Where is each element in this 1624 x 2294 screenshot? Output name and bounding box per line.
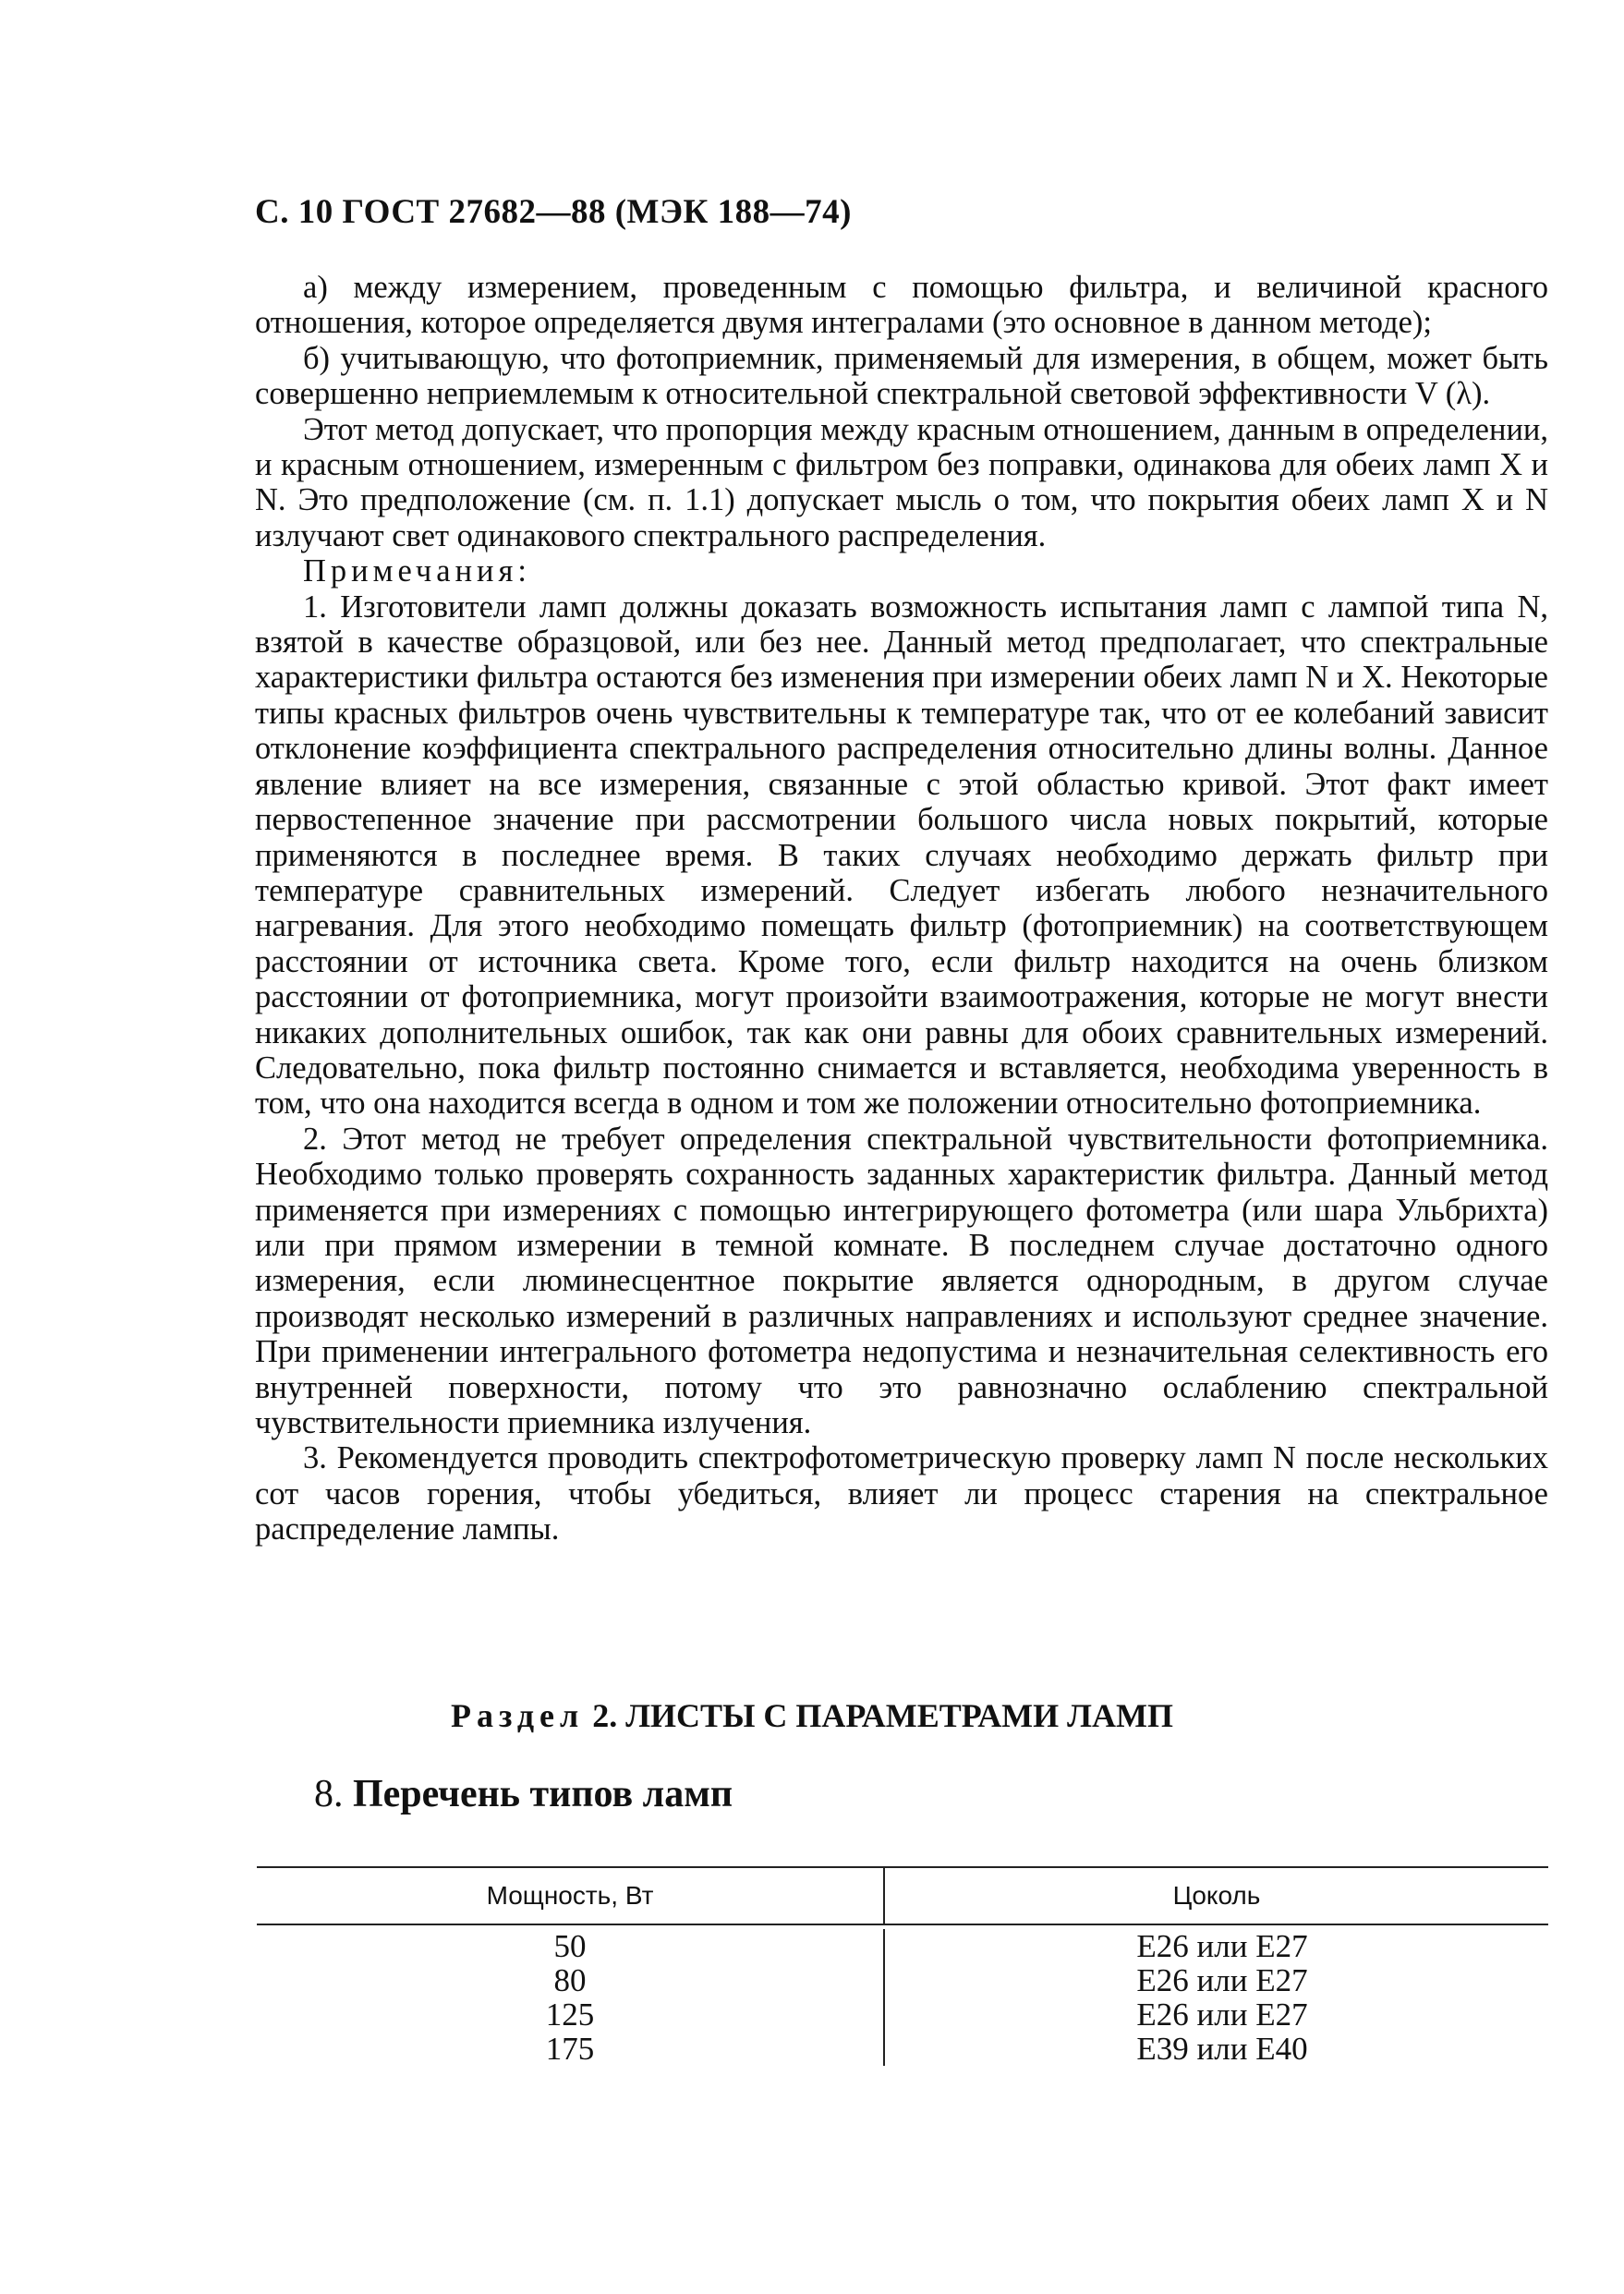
note-3: 3. Рекомендуется проводить спектрофотометрическую проверку ламп N после нескольких сот часов горения, чтобы убедиться, влияет ли процесс старения на спектральное распределение лампы.: [255, 1440, 1548, 1548]
cell-power: 80: [553, 1962, 587, 1998]
column-header-base: Цоколь: [883, 1868, 1548, 1924]
table-row: [257, 1929, 1548, 1963]
cell-base: E26 или E27: [883, 1929, 1548, 1963]
cell-power: 175: [545, 2031, 595, 2067]
note-2: 2. Этот метод не требует определения спектральной чувствительности фотоприемника. Необходимо только проверять сохранность заданных характеристик фильтра. Данный метод применяется при измерениях с помощью интегрирующего фотометра (или шара Ульбрихта) или при прямом измерении в темной комнате. В последнем случае достаточно одного измерения, если люминесцентное покрытие является однородным, в другом случае производят несколько измерений в различных направлениях и используют среднее значение. При применении интегрального фотометра недопустима и незначительная селективность его внутренней поверхности, потому что это равнозначно ослаблению спектральной чувствительности приемника излучения.: [255, 1121, 1548, 1440]
section-label: Раздел: [451, 1697, 585, 1734]
list-heading-number: 8.: [314, 1773, 344, 1815]
cell-base: E39 или E40: [883, 2032, 1548, 2066]
notes-title: Примечания:: [303, 553, 531, 589]
table-body: [257, 1925, 1548, 2066]
table-row: [257, 1997, 1548, 2032]
lamp-types-table: [257, 1866, 1548, 2066]
table-row: [257, 1963, 1548, 1997]
cell-base: E26 или E27: [883, 1997, 1548, 2032]
table-header-row: [257, 1868, 1548, 1924]
cell-power: 125: [545, 1997, 595, 2033]
section-heading: [0, 1696, 1624, 1735]
body-text: [255, 270, 1548, 1548]
list-heading: [314, 1772, 733, 1816]
section-title: 2. ЛИСТЫ С ПАРАМЕТРАМИ ЛАМП: [592, 1697, 1173, 1734]
paragraph-a: а) между измерением, проведенным с помощью фильтра, и величиной красного отношения, которое определяется двумя интегралами (это основное в данном методе);: [255, 270, 1548, 341]
page-header: С. 10 ГОСТ 27682—88 (МЭК 188—74): [255, 193, 852, 231]
paragraph-b: б) учитывающую, что фотоприемник, применяемый для измерения, в общем, может быть совершенно неприемлемым к относительной спектральной световой эффективности V (λ).: [255, 340, 1548, 412]
note-1: 1. Изготовители ламп должны доказать возможность испытания ламп с лампой типа N, взятой в качестве образцовой, или без нее. Данный метод предполагает, что спектральные характеристики фильтра остаются без изменения при измерении обеих ламп N и X. Некоторые типы красных фильтров очень чувствительны к температуре так, что от ее колебаний зависит отклонение коэффициента спектрального распределения относительно длины волны. Данное явление влияет на все измерения, связанные с этой областью кривой. Этот факт имеет первостепенное значение при рассмотрении большого числа новых покрытий, которые применяются в последнее время. В таких случаях необходимо держать фильтр при температуре сравнительных измерений. Следует избегать любого незначительного нагревания. Для этого необходимо помещать фильтр (фотоприемник) на соответствующем расстоянии от источника света. Кроме того, если фильтр находится на очень близком расстоянии от фотоприемника, могут произойти взаимоотражения, которые не могут внести никаких дополнительных ошибок, так как они равны для обоих сравнительных измерений. Следовательно, пока фильтр постоянно снимается и вставляется, необходима уверенность в том, что она находится всегда в одном и том же положении относительно фотоприемника.: [255, 589, 1548, 1122]
column-header-power: Мощность, Вт: [486, 1881, 654, 1910]
cell-base: E26 или E27: [883, 1963, 1548, 1997]
table-row: [257, 2032, 1548, 2066]
cell-power: 50: [553, 1928, 587, 1964]
list-heading-title: Перечень типов ламп: [353, 1773, 733, 1815]
paragraph-method: Этот метод допускает, что пропорция между красным отношением, данным в определении, и красным отношением, измеренным с фильтром без поправки, одинакова для обеих ламп X и N. Это предположение (см. п. 1.1) допускает мысль о том, что покрытия обеих ламп X и N излучают свет одинакового спектрального распределения.: [255, 411, 1548, 553]
